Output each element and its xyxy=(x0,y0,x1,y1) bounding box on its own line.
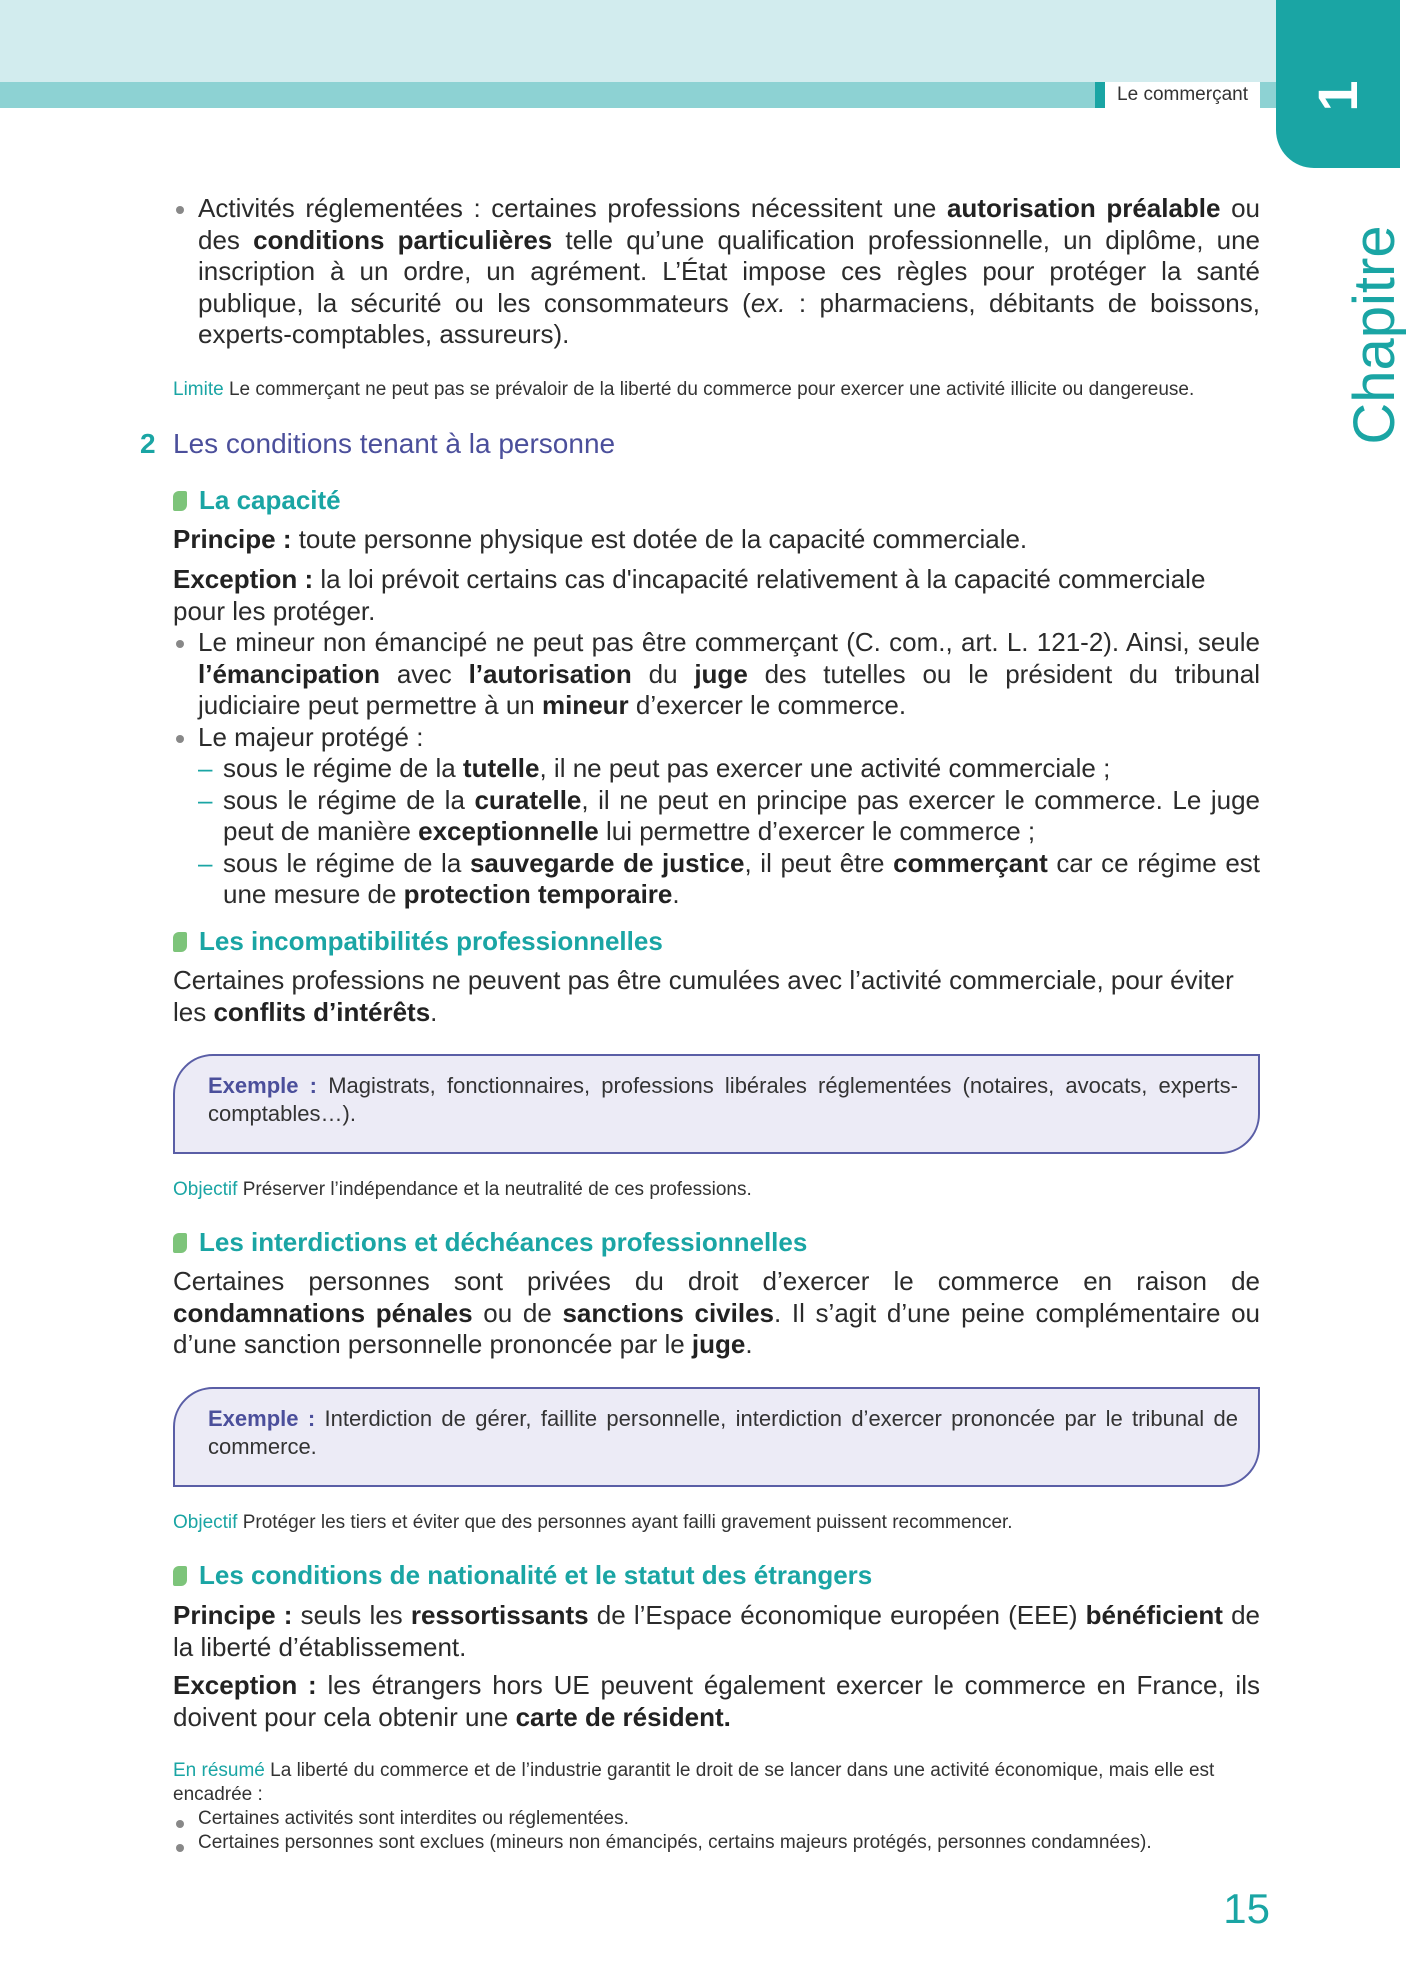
resume-block: En résumé La liberté du commerce et de l’industrie garantit le droit de se lancer dans une activité économique, mais elle est encadrée : Certaines activités sont interdites ou réglementées. Certaines personnes sont exclues (mineurs non émancipés, certains majeurs protégés, personnes condamnées). xyxy=(173,1759,1260,1855)
note-keyword: Objectif xyxy=(173,1512,238,1533)
capacite-exception: Exception : la loi prévoit certains cas d'incapacité relativement à la capacité commerciale pour les protéger. Le mineur non émancipé ne peut pas être commerçant (C. com., art. L. 121-2). Ainsi, seule l’émancipation avec l’autorisation du juge des tutelles ou le président du tribunal judiciaire peut permettre à un mineur d’exercer le commerce. Le majeur protégé : – sous le régime de la tutelle, il ne peut pas exercer une activité commerciale ; – sous le régime de la curatelle, il ne peut en principe pas exercer le commerce. Le juge peut de manière exceptionnelle lui permettre d’exercer le commerce ; – sous le régime de la sauvegarde de justice, il peut être commerçant car ce régime est une mesure de protection temporaire. xyxy=(173,564,1260,911)
section-number: 2 xyxy=(140,428,156,459)
nationalite-exception: Exception : les étrangers hors UE peuvent également exercer le commerce en France, ils doivent pour cela obtenir une carte de résident. xyxy=(173,1670,1260,1732)
section-title: 2 Les conditions tenant à la personne xyxy=(140,428,616,459)
example-label: Exemple : xyxy=(208,1073,318,1098)
subheading-nationalite: Les conditions de nationalité et le statut des étrangers xyxy=(173,1560,872,1591)
chapter-number: 1 xyxy=(1306,80,1369,112)
subheading-interdictions: Les interdictions et déchéances professionnelles xyxy=(173,1227,807,1258)
heading-marker-icon xyxy=(173,932,187,952)
heading-marker-icon xyxy=(173,1566,187,1586)
intro-block xyxy=(173,193,1260,351)
nationalite-principe: Principe : seuls les ressortissants de l’Espace économique européen (EEE) bénéficient de la liberté d’établissement. xyxy=(173,1600,1260,1662)
interdictions-paragraph: Certaines personnes sont privées du droit d’exercer le commerce en raison de condamnations pénales ou de sanctions civiles. Il s’agit d’une peine complémentaire ou d’une sanction personnelle prononcée par le juge. xyxy=(173,1266,1261,1359)
running-title: Le commerçant xyxy=(1095,82,1260,108)
example-label: Exemple : xyxy=(208,1406,316,1431)
list-item: Le mineur non émancipé ne peut pas être commerçant (C. com., art. L. 121-2). Ainsi, seule l’émancipation avec l’autorisation du juge des tutelles ou le président du tribunal judiciaire peut permettre à un mineur d’exercer le commerce. xyxy=(173,627,1260,722)
incompat-paragraph: Certaines professions ne peuvent pas être cumulées avec l’activité commerciale, pour éviter les conflits d’intérêts. xyxy=(173,965,1234,1027)
chapter-word: Chapitre xyxy=(1342,225,1407,445)
objectif-note: Objectif Préserver l’indépendance et la neutralité de ces professions. xyxy=(173,1179,752,1200)
subheading-incompatibilites: Les incompatibilités professionnelles xyxy=(173,926,663,957)
list-item: Activités réglementées : certaines professions nécessitent une autorisation préalable ou des conditions particulières telle qu’une qualification professionnelle, un diplôme, une inscription à un ordre, un agrément. L’État impose ces règles pour protéger la santé publique, la sécurité ou les consommateurs (ex. : pharmaciens, débitants de boissons, experts-comptables, assureurs). xyxy=(173,193,1260,351)
sub-list-item: – sous le régime de la sauvegarde de justice, il peut être commerçant car ce régime est une mesure de protection temporaire. xyxy=(198,848,1260,911)
example-box: Exemple : Interdiction de gérer, faillite personnelle, interdiction d’exercer prononcée par le tribunal de commerce. xyxy=(173,1387,1260,1487)
sub-list-item: – sous le régime de la curatelle, il ne peut en principe pas exercer le commerce. Le juge peut de manière exceptionnelle lui permettre d’exercer le commerce ; xyxy=(198,785,1260,848)
sub-list-item: – sous le régime de la tutelle, il ne peut pas exercer une activité commerciale ; xyxy=(198,753,1260,785)
list-item: Le majeur protégé : – sous le régime de la tutelle, il ne peut pas exercer une activité commerciale ; – sous le régime de la curatelle, il ne peut en principe pas exercer le commerce. Le juge peut de manière exceptionnelle lui permettre d’exercer le commerce ; – sous le régime de la sauvegarde de justice, il peut être commerçant car ce régime est une mesure de protection temporaire. xyxy=(173,722,1260,911)
list-item: Certaines activités sont interdites ou réglementées. xyxy=(173,1807,1260,1831)
heading-marker-icon xyxy=(173,1233,187,1253)
note-keyword: En résumé xyxy=(173,1760,265,1781)
heading-marker-icon xyxy=(173,491,187,511)
subheading-capacite: La capacité xyxy=(173,485,341,516)
capacite-principe: Principe : toute personne physique est dotée de la capacité commerciale. xyxy=(173,524,1028,554)
note-keyword: Objectif xyxy=(173,1179,238,1200)
objectif-note: Objectif Protéger les tiers et éviter que des personnes ayant failli gravement puissent recommencer. xyxy=(173,1512,1013,1533)
list-item: Certaines personnes sont exclues (mineurs non émancipés, certains majeurs protégés, personnes condamnées). xyxy=(173,1831,1260,1855)
page-number: 15 xyxy=(1223,1885,1270,1932)
limite-note: Limite Le commerçant ne peut pas se prévaloir de la liberté du commerce pour exercer une activité illicite ou dangereuse. xyxy=(173,379,1195,400)
note-keyword: Limite xyxy=(173,379,224,400)
example-box: Exemple : Magistrats, fonctionnaires, professions libérales réglementées (notaires, avocats, experts-comptables…). xyxy=(173,1054,1260,1154)
header-band xyxy=(0,0,1400,82)
